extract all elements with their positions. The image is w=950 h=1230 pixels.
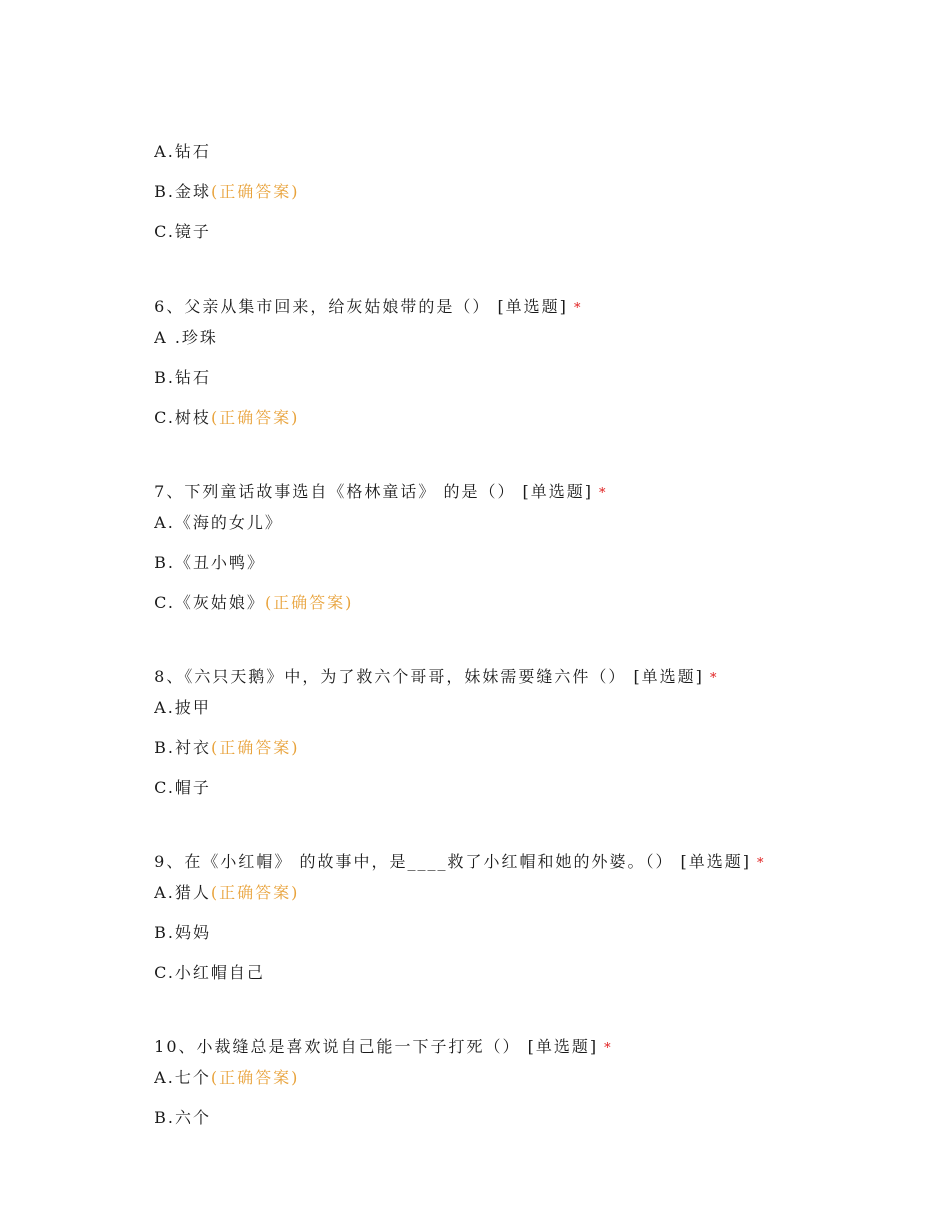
option-text: B.钻石: [154, 368, 212, 387]
option-row[interactable]: [140, 1048, 299, 1088]
option-row[interactable]: [140, 718, 300, 758]
option-text: C.帽子: [154, 778, 211, 797]
option-row[interactable]: [140, 202, 211, 242]
option-text: A.钻石: [154, 142, 211, 161]
option-row[interactable]: [140, 678, 211, 718]
correct-answer-label: (正确答案): [264, 593, 354, 612]
option-text: B.衬衣: [154, 738, 212, 757]
question-text: 6、父亲从集市回来，给灰姑娘带的是（） [单选题]: [154, 297, 568, 316]
question-text: 10、小裁缝总是喜欢说自己能一下子打死（） [单选题]: [154, 1037, 599, 1056]
option-row[interactable]: [140, 348, 211, 388]
option-row[interactable]: [140, 162, 300, 202]
question-title: [140, 647, 718, 689]
option-text: A.七个: [154, 1068, 211, 1087]
required-mark: *: [709, 671, 719, 686]
option-row[interactable]: [140, 863, 299, 903]
option-text: B.《丑小鸭》: [154, 553, 266, 572]
option-text: B.六个: [154, 1108, 212, 1127]
correct-answer-label: (正确答案): [210, 1068, 300, 1087]
option-text: B.妈妈: [154, 923, 212, 942]
option-text: C.树枝: [154, 408, 211, 427]
question-text: 8、《六只天鹅》中，为了救六个哥哥，妹妹需要缝六件（） [单选题]: [154, 667, 704, 686]
option-text: C.镜子: [154, 222, 211, 241]
option-row[interactable]: [140, 1088, 211, 1128]
option-text: B.金球: [154, 182, 212, 201]
option-text: C.小红帽自己: [154, 963, 265, 982]
option-text: A.猎人: [154, 883, 211, 902]
correct-answer-label: (正确答案): [211, 738, 300, 757]
option-row[interactable]: [140, 122, 211, 162]
option-row[interactable]: [140, 758, 211, 798]
option-row[interactable]: [140, 943, 265, 983]
option-row[interactable]: [140, 573, 353, 613]
option-row[interactable]: [140, 308, 218, 348]
option-row[interactable]: [140, 388, 299, 428]
correct-answer-label: (正确答案): [211, 182, 300, 201]
required-mark: *: [604, 1041, 613, 1056]
option-row[interactable]: [140, 533, 265, 573]
required-mark: *: [599, 486, 608, 501]
correct-answer-label: (正确答案): [210, 408, 300, 427]
option-text: A.《海的女儿》: [154, 513, 283, 532]
option-text: A.披甲: [154, 698, 211, 717]
question-text: 9、在《小红帽》 的故事中，是____救了小红帽和她的外婆。（） [单选题]: [154, 852, 752, 871]
correct-answer-label: (正确答案): [210, 883, 300, 902]
option-row[interactable]: [140, 493, 283, 533]
option-text: C.《灰姑娘》: [154, 593, 265, 612]
question-text: 7、下列童话故事选自《格林童话》 的是（） [单选题]: [154, 482, 594, 501]
option-text: A .珍珠: [154, 328, 218, 347]
required-mark: *: [573, 301, 583, 316]
required-mark: *: [757, 856, 766, 871]
option-row[interactable]: [140, 903, 211, 943]
